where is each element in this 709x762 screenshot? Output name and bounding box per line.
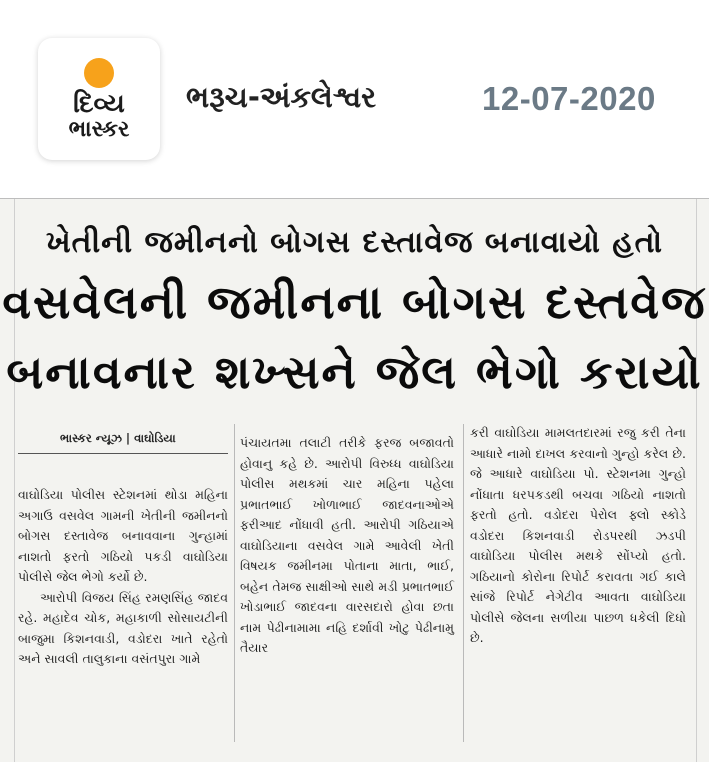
sun-icon bbox=[84, 58, 114, 88]
divya-bhaskar-logo bbox=[38, 38, 160, 160]
edition-date: 12-07-2020 bbox=[482, 80, 656, 117]
article-column-2 bbox=[240, 433, 454, 659]
column-divider-1 bbox=[234, 424, 235, 742]
page-header bbox=[0, 0, 709, 190]
byline-block bbox=[18, 429, 228, 451]
logo-line1: દિવ્ય bbox=[73, 89, 125, 119]
headline-line2: બનાવનાર શખ્સને જેલ ભેગો કરાયો bbox=[6, 345, 703, 399]
logo-line2: ભાસ્કર bbox=[68, 117, 130, 142]
byline-rule bbox=[18, 453, 228, 454]
col2-paragraph: પંચાયતમા તલાટી તરીકે ફરજ બજાવતો હોવાનુ કહે છે. આરોપી વિરુધ્ધ વાઘોડિયા પોલીસ મથકમાં ચાર મહિના પહેલા પ્રભાતભાઈ ખોળાભાઈ જાદવનાઓએ ફરીઆદ નોંધાવી હતી. આરોપી ગઠિયાએ વાઘોડિયાના વસવેલ ગામે આવેલી ખેતી વિષયક જમીનમા પોતાના માતા, ભાઈ, બહેન તેમજ સાક્ષીઓ સાથે મડી પ્રભાતભાઈ ખોડાભાઈ જાદવના વારસદારો હોવા છતા નામ પેઢીનામામા નહિ દર્શાવી ખોટુ પેઢીનામુ તૈયાર bbox=[240, 435, 454, 655]
col1-paragraph-2: આરોપી વિજય સિંહ રમણસિંહ જાદવ રહે. મહાદેવ ચોક, મહાકાળી સોસાયટીની બાજુમા કિશનવાડી, વડોદરા ખાતે રહેતો અને સાવલી તાલુકાના વસંતપુરા ગામે bbox=[18, 589, 228, 666]
article-column-1 bbox=[18, 485, 228, 670]
edition-name: ભરૂચ-અંકલેશ્વર bbox=[186, 80, 377, 114]
article-kicker: ખેતીની જમીનનો બોગસ દસ્તાવેજ બનાવાયો હતો bbox=[46, 225, 663, 260]
byline: ભાસ્કર ન્યૂઝ | વાઘોડિયા bbox=[60, 431, 176, 445]
headline-line1: વસવેલની જમીનના બોગસ દસ્તવેજ bbox=[2, 275, 707, 329]
col3-paragraph: કરી વાઘોડિયા મામલતદારમાં રજુ કરી તેના આધારે નામો દાખલ કરવાનો ગુન્હો કરેલ છે. જે આધારે વાઘોડિયા પો. સ્ટેશનમા ગુન્હો નોંધાતા ધરપકડથી બચવા ગઠિયો નાશતો ફરતો હતો. વડોદરા પેરોલ ફ્લો સ્કોડે વડોદરા કિશનવાડી રોડપરથી ઝડપી વાઘોડિયા પોલીસ મથકે સોંપ્યો હતો. ગઠિયાનો કોરોના રિપોર્ટ કરાવતા ગઈ કાલે સાંજે રિપોર્ટ નેગેટીવ આવતા વાઘોડિયા પોલીસે જેલના સળીયા પાછળ ધકેલી દિધો છે. bbox=[470, 425, 686, 645]
column-divider-2 bbox=[463, 424, 464, 742]
article-column-3 bbox=[470, 423, 686, 649]
col1-paragraph-1: વાઘોડિયા પોલીસ સ્ટેશનમાં થોડા મહિના અગાઉ વસવેલ ગામની ખેતીની જમીનનો બોગસ દસ્તાવેજ બનાવવાના ગુન્હામાં નાશતો ફરતો ગઠિયો પકડી વાઘોડિયા પોલીસે જેલ ભેગો કર્યો છે. bbox=[18, 487, 228, 584]
news-clipping bbox=[0, 198, 709, 762]
